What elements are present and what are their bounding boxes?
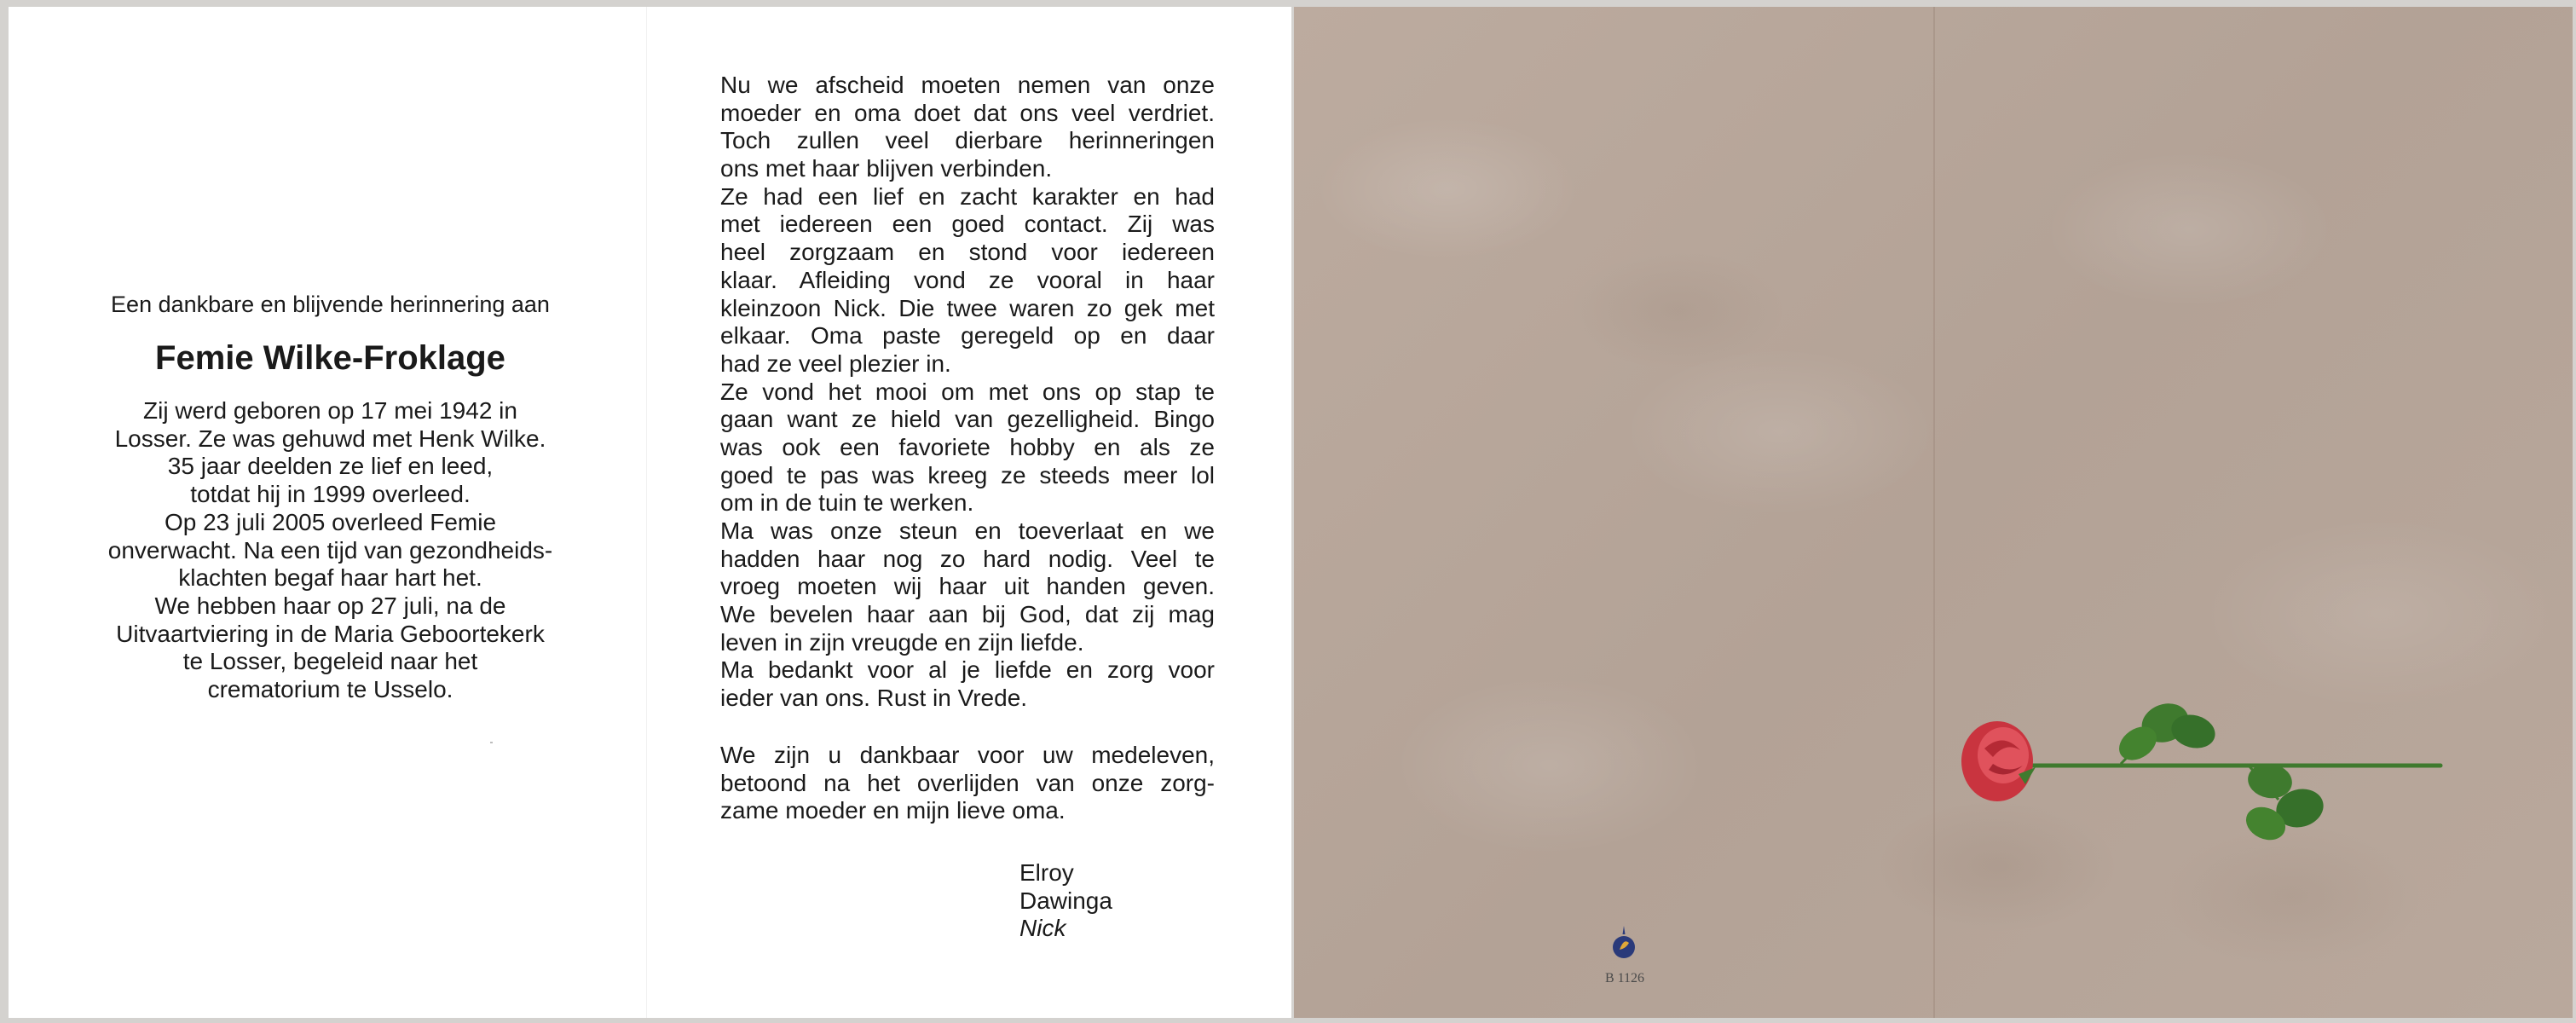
text-line: Ma bedankt voor al je liefde en zorg voor xyxy=(720,656,1215,684)
text-line: om in de tuin te werken. xyxy=(720,489,974,517)
text-line: kleinzoon Nick. Die twee waren zo gek met xyxy=(720,294,1215,321)
bio-line: We hebben haar op 27 juli, na de xyxy=(154,592,506,619)
text-line: goed te pas was kreeg ze steeds meer lol xyxy=(720,461,1215,488)
text-line: gaan want ze hield van gezelligheid. Bingo xyxy=(720,406,1215,433)
bio-line: Losser. Ze was gehuwd met Henk Wilke. xyxy=(114,425,546,452)
memorial-left-panel xyxy=(51,290,609,704)
text-line: Ze had een lief en zacht karakter en had xyxy=(720,182,1215,210)
signature-dawinga: Dawinga xyxy=(1019,887,1112,914)
deceased-name: Femie Wilke-Froklage xyxy=(155,339,505,377)
bio-line: totdat hij in 1999 overleed. xyxy=(190,481,471,508)
publisher-code: B 1126 xyxy=(1604,971,1645,985)
memorial-text xyxy=(720,72,1215,713)
text-line: heel zorgzaam en stond voor iedereen xyxy=(720,239,1215,266)
bio-line: Uitvaartviering in de Maria Geboortekerk xyxy=(116,620,545,647)
bio-line: te Losser, begeleid naar het xyxy=(182,648,478,675)
text-line: met iedereen een goed contact. Zij was xyxy=(720,211,1215,238)
text-line: Ma was onze steun en toeverlaat en we xyxy=(720,517,1215,544)
bio-line: Zij werd geboren op 17 mei 1942 in xyxy=(143,397,517,424)
bio-line: crematorium te Usselo. xyxy=(207,676,453,703)
signature-elroy: Elroy xyxy=(1019,859,1074,886)
paragraph-gap xyxy=(720,713,1215,742)
biography xyxy=(51,397,609,704)
fold-line xyxy=(646,7,647,1018)
text-line: klaar. Afleiding vond ze vooral in haar xyxy=(720,266,1215,293)
publisher-logo-icon xyxy=(1611,926,1637,960)
text-line: Nu we afscheid moeten nemen van onze xyxy=(720,72,1215,98)
text-line: zame moeder en mijn lieve oma. xyxy=(720,797,1066,824)
text-line: ons met haar blijven verbinden. xyxy=(720,155,1053,182)
bio-line: klachten begaf haar hart het. xyxy=(178,564,482,592)
logo-spire xyxy=(1623,926,1626,934)
text-line: betoond na het overlijden van onze zorg- xyxy=(720,769,1215,796)
text-line: Ze vond het mooi om met ons op stap te xyxy=(720,378,1215,405)
text-line: We bevelen haar aan bij God, dat zij mag xyxy=(720,601,1215,628)
card-cover xyxy=(1294,7,2573,1018)
bio-line: onverwacht. Na een tijd van gezondheids- xyxy=(107,536,553,564)
text-line: Toch zullen veel dierbare herinneringen xyxy=(720,127,1215,154)
cover-fold-line xyxy=(1933,7,1935,1018)
text-line: moeder en oma doet dat ons veel verdriet. xyxy=(720,99,1215,126)
paper-speck xyxy=(490,742,493,743)
memorial-intro: Een dankbare en blijvende herinnering aan xyxy=(111,292,550,317)
text-line: vroeg moeten wij haar uit handen geven. xyxy=(720,573,1215,600)
signature-nick: Nick xyxy=(1019,915,1066,942)
text-line: had ze veel plezier in. xyxy=(720,350,951,377)
thanks-text xyxy=(720,742,1215,825)
memorial-text-panel xyxy=(720,72,1215,825)
signatures xyxy=(1019,859,1112,943)
text-line: We zijn u dankbaar voor uw medeleven, xyxy=(720,741,1215,768)
bio-line: 35 jaar deelden ze lief en leed, xyxy=(167,453,494,480)
bio-line: Op 23 juli 2005 overleed Femie xyxy=(164,508,497,535)
text-line: hadden haar nog zo hard nodig. Veel te xyxy=(720,545,1215,572)
rose-icon xyxy=(1925,680,2453,859)
text-line: elkaar. Oma paste geregeld op en daar xyxy=(720,322,1215,350)
text-line: ieder van ons. Rust in Vrede. xyxy=(720,685,1028,712)
text-line: was ook een favoriete hobby en als ze xyxy=(720,433,1215,460)
text-line: leven in zijn vreugde en zijn liefde. xyxy=(720,628,1084,656)
